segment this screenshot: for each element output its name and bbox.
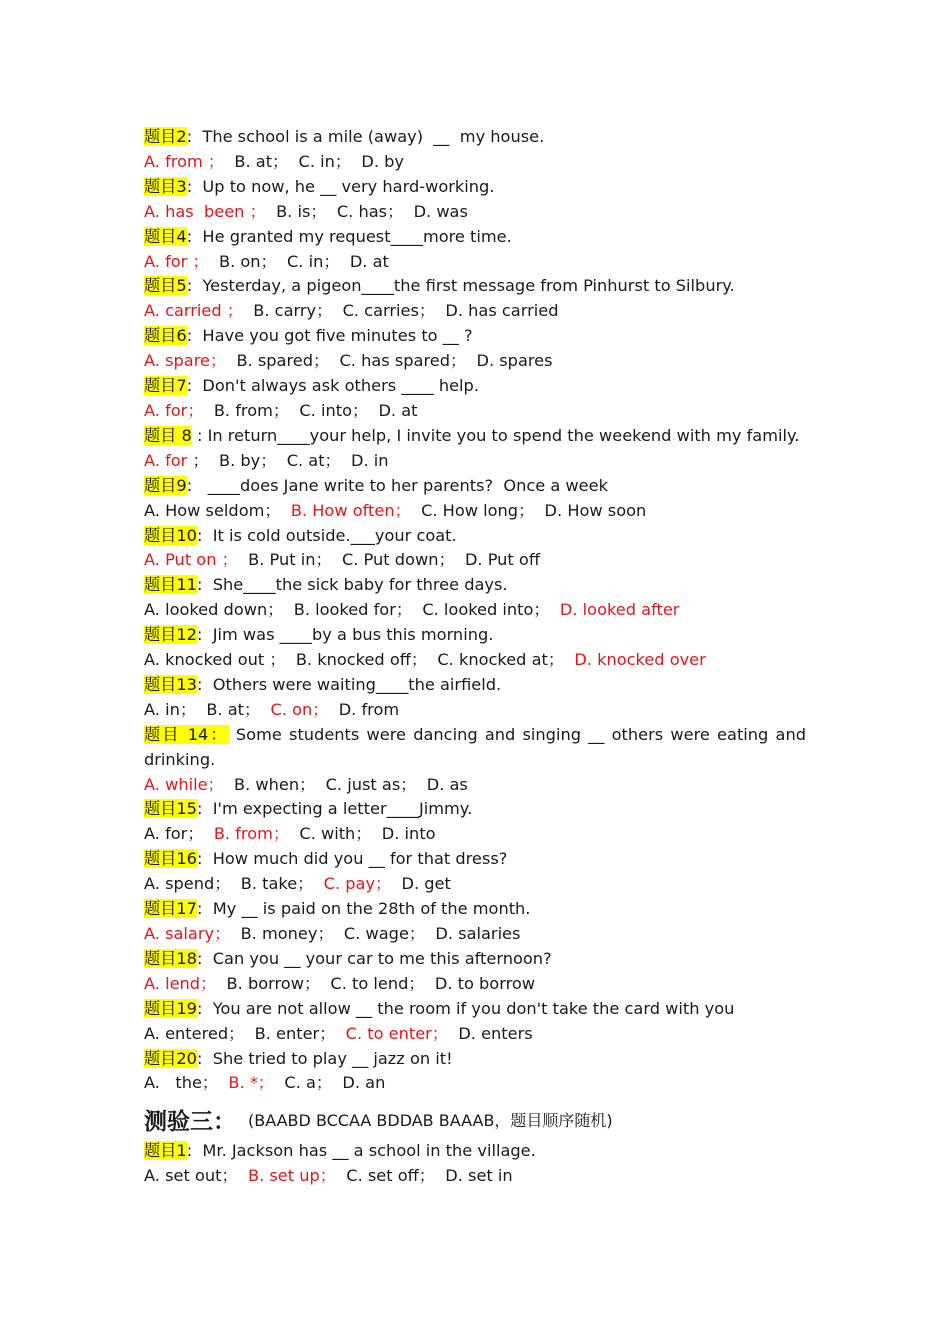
question-text: : You are not allow __ the room if you don't take the card with you xyxy=(196,998,735,1018)
options-line xyxy=(144,150,806,175)
quiz-page xyxy=(144,125,806,1189)
correct-answer-option: A. has been ； xyxy=(144,201,266,221)
options-line xyxy=(144,773,806,798)
answer-options: C. How long； D. How soon xyxy=(410,500,647,520)
options-line xyxy=(144,1164,806,1189)
options-line xyxy=(144,822,806,847)
correct-answer-option: A. from ； xyxy=(144,151,225,171)
question-line xyxy=(144,723,806,773)
question-number-tag: 题目17 xyxy=(144,899,197,919)
question-line xyxy=(144,274,806,299)
correct-answer-option: A. spare； xyxy=(144,351,227,371)
correct-answer-option: A. lend； xyxy=(144,973,217,993)
answer-options: ； B. by； C. at； D. in xyxy=(187,450,389,470)
question-line xyxy=(144,1139,806,1164)
question-line xyxy=(144,424,806,449)
question-number-tag: 题目15 xyxy=(144,799,197,819)
question-number-tag: 题目2 xyxy=(144,127,187,146)
question-line xyxy=(144,573,806,598)
answer-options: A. looked down； B. looked for； C. looked into； xyxy=(144,600,560,620)
question-line xyxy=(144,374,806,399)
question-text: : My __ is paid on the 28th of the month. xyxy=(196,899,531,919)
question-number-tag: 题目13 xyxy=(144,674,197,694)
question-line xyxy=(144,673,806,698)
question-line xyxy=(144,897,806,922)
correct-answer-option: C. on； xyxy=(270,699,329,719)
correct-answer-option: B. How often； xyxy=(290,500,411,520)
correct-answer-option: A. Put on ； xyxy=(144,550,238,570)
question-number-tag: 题目1 xyxy=(144,1141,187,1161)
question-text: : Up to now, he __ very hard-working. xyxy=(186,176,495,196)
correct-answer-option: A. for ； xyxy=(144,251,209,271)
question-number-tag: 题目 8 xyxy=(144,425,192,445)
correct-answer-option: B. from； xyxy=(213,824,290,844)
question-list-section-3 xyxy=(144,1139,806,1189)
question-text: : ____does Jane write to her parents? Once a week xyxy=(186,475,608,495)
answer-options: A. set out； xyxy=(144,1166,248,1186)
answer-options: A. How seldom； xyxy=(144,500,291,520)
answer-options: B. Put in； C. Put down； D. Put off xyxy=(237,550,540,570)
answer-options: B. on； C. in； D. at xyxy=(208,251,389,271)
options-line xyxy=(144,698,806,723)
answer-options: A. entered； B. enter； xyxy=(144,1023,346,1043)
answer-options: C. a； D. an xyxy=(274,1073,386,1093)
options-line xyxy=(144,499,806,524)
question-line xyxy=(144,947,806,972)
question-text: Some students were dancing and singing __ others were eating and drinking. xyxy=(144,724,806,769)
correct-answer-option: D. looked after xyxy=(559,600,680,620)
question-text: : How much did you __ for that dress? xyxy=(196,849,508,869)
answer-options: D. enters xyxy=(448,1023,533,1043)
section-heading xyxy=(144,1099,806,1139)
question-number-tag: 题目7 xyxy=(144,376,187,396)
answer-options: A. the； xyxy=(144,1073,229,1093)
question-list xyxy=(144,125,806,1096)
question-number-tag: 题目19 xyxy=(144,998,197,1018)
question-text: : In return____your help, I invite you to spend the weekend with my family. xyxy=(191,425,800,445)
answer-options: D. from xyxy=(328,699,400,719)
question-number-tag: 题目5 xyxy=(144,276,187,296)
options-line xyxy=(144,922,806,947)
question-line xyxy=(144,175,806,200)
question-number-tag: 题目6 xyxy=(144,326,187,346)
question-text: : She tried to play __ jazz on it! xyxy=(196,1048,453,1068)
answer-options: D. get xyxy=(391,874,451,894)
answer-options: B. when； C. just as； D. as xyxy=(223,774,468,794)
question-line xyxy=(144,225,806,250)
question-text: : Others were waiting____the airfield. xyxy=(196,674,502,694)
answer-options: C. set off； D. set in xyxy=(335,1166,513,1186)
question-text: : It is cold outside.___your coat. xyxy=(196,525,457,545)
question-number-tag: 题目9 xyxy=(144,475,187,495)
question-line xyxy=(144,623,806,648)
options-line xyxy=(144,972,806,997)
question-text: : The school is a mile (away) __ my house. xyxy=(186,127,545,146)
options-line xyxy=(144,648,806,673)
options-line xyxy=(144,399,806,424)
answer-options: B. at； C. in； D. by xyxy=(224,151,404,171)
correct-answer-option: A. for； xyxy=(144,400,204,420)
question-text: : Don't always ask others ____ help. xyxy=(186,376,479,396)
question-text: : Jim was ____by a bus this morning. xyxy=(196,625,494,645)
answer-options: B. spared； C. has spared； D. spares xyxy=(226,351,553,371)
correct-answer-option: B. set up； xyxy=(247,1166,336,1186)
correct-answer-option: A. salary； xyxy=(144,924,231,943)
correct-answer-option: C. pay； xyxy=(323,874,392,894)
options-line xyxy=(144,200,806,225)
correct-answer-option: D. knocked over xyxy=(574,650,706,670)
options-line xyxy=(144,1071,806,1096)
answer-options: A. spend； B. take； xyxy=(144,874,324,894)
question-number-tag: 题目18 xyxy=(144,948,197,968)
question-number-tag: 题目4 xyxy=(144,226,187,246)
correct-answer-option: A. while； xyxy=(144,774,224,794)
answer-options: A. for； xyxy=(144,824,214,844)
question-number-tag: 题目12 xyxy=(144,625,197,645)
question-line xyxy=(144,847,806,872)
question-line xyxy=(144,125,806,150)
question-line xyxy=(144,474,806,499)
question-text: : Yesterday, a pigeon____the first message from Pinhurst to Silbury. xyxy=(186,276,735,296)
question-number-tag: 题目3 xyxy=(144,176,187,196)
answer-options: A. knocked out ； B. knocked off； C. knocked at； xyxy=(144,650,575,670)
question-number-tag: 题目10 xyxy=(144,525,197,545)
answer-options: B. money； C. wage； D. salaries xyxy=(230,924,521,943)
question-number-tag: 题目20 xyxy=(144,1048,197,1068)
options-line xyxy=(144,250,806,275)
options-line xyxy=(144,598,806,623)
question-text: : Mr. Jackson has __ a school in the village. xyxy=(186,1141,536,1161)
question-text: : I'm expecting a letter____Jimmy. xyxy=(196,799,473,819)
options-line xyxy=(144,349,806,374)
question-text: : Can you __ your car to me this afternoon? xyxy=(196,948,552,968)
answer-options: B. is； C. has； D. was xyxy=(265,201,468,221)
options-line xyxy=(144,1022,806,1047)
options-line xyxy=(144,548,806,573)
answer-options: B. carry； C. carries； D. has carried xyxy=(243,301,559,321)
question-number-tag: 题目11 xyxy=(144,575,197,595)
correct-answer-option: C. to enter； xyxy=(345,1023,449,1043)
question-number-tag: 题目 14： xyxy=(144,724,229,744)
question-line xyxy=(144,1047,806,1072)
section-title: 测验三： xyxy=(144,1108,236,1135)
correct-answer-option: A. for xyxy=(144,450,188,470)
answer-options: A. in； B. at； xyxy=(144,699,271,719)
answer-options: B. borrow； C. to lend； D. to borrow xyxy=(216,973,536,993)
question-number-tag: 题目16 xyxy=(144,849,197,869)
options-line xyxy=(144,299,806,324)
question-line xyxy=(144,997,806,1022)
question-text: : She____the sick baby for three days. xyxy=(196,575,508,595)
answer-options: C. with； D. into xyxy=(289,824,436,844)
options-line xyxy=(144,872,806,897)
correct-answer-option: A. carried ； xyxy=(144,301,243,321)
question-line xyxy=(144,324,806,349)
options-line xyxy=(144,449,806,474)
question-text: : He granted my request____more time. xyxy=(186,226,512,246)
section-answer-key: (BAABD BCCAA BDDAB BAAAB，题目顺序随机) xyxy=(248,1110,613,1130)
question-line xyxy=(144,524,806,549)
question-line xyxy=(144,797,806,822)
correct-answer-option: B. *； xyxy=(228,1073,275,1093)
question-text: : Have you got five minutes to __ ? xyxy=(186,326,473,346)
answer-options: B. from； C. into； D. at xyxy=(203,400,418,420)
